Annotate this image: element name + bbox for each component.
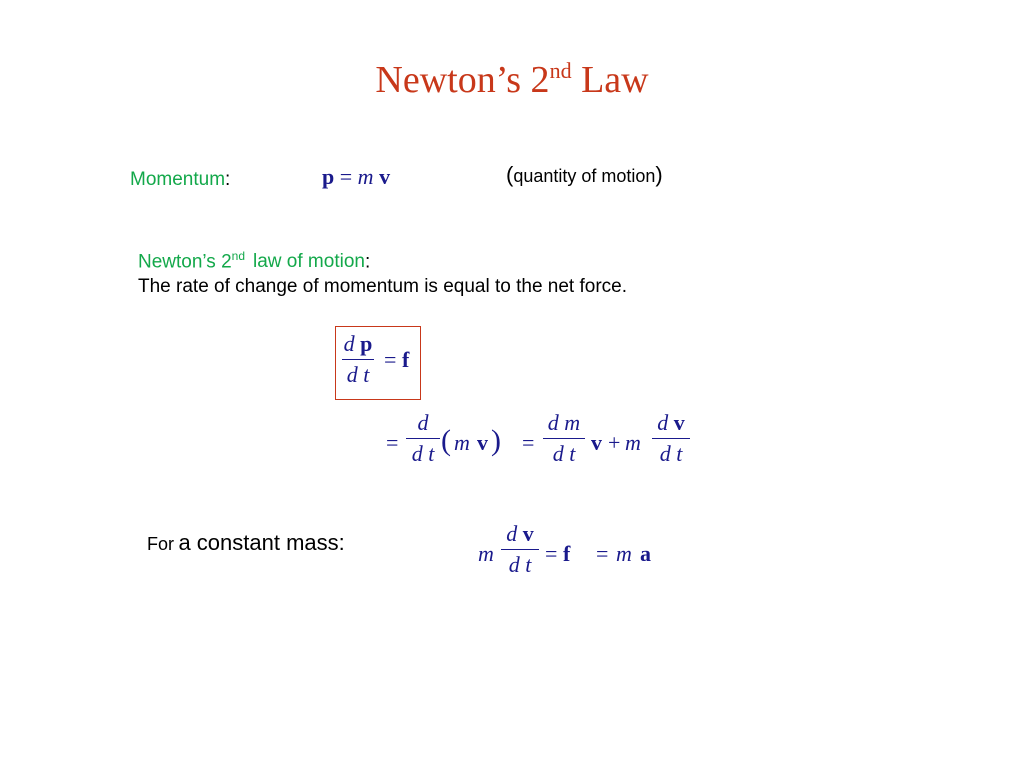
f1-numerator [406,410,440,436]
f3-den-d: d [659,441,671,466]
boxed-den-t: t [363,362,370,387]
cm-m: m [478,541,494,566]
expansion-v-2: v [591,430,602,455]
fraction-bar [342,359,374,360]
f1-den-d: d [411,441,423,466]
cm-fraction [501,521,539,578]
cm-f: f [563,541,571,566]
cm-num-v: v [522,521,534,546]
eq-v: v [379,164,391,189]
boxed-denominator [342,362,374,388]
heading-superscript: nd [231,249,246,263]
second-law-statement: The rate of change of momentum is equal to the net force. [138,276,627,297]
note-open-paren: ( [506,162,514,187]
boxed-num-d: d [343,331,355,356]
expansion-fraction-3 [652,410,690,467]
f1-den-t: t [428,441,435,466]
expansion-equals-2: = [522,430,535,455]
title-rest: Law [571,59,649,101]
boxed-den-d: d [346,362,358,387]
fraction-bar [406,438,440,439]
note-text: quantity of motion [513,166,656,186]
f2-num-d: d [547,410,559,435]
f1-num-d: d [417,410,429,435]
boxed-fraction [342,331,374,388]
cm-den-d: d [508,552,520,577]
cm-m-2: m [616,541,632,566]
fraction-bar [501,549,539,550]
expansion-plus: + [608,430,621,455]
fraction-bar [543,438,585,439]
f2-numerator [543,410,585,436]
eq-p: p [322,164,335,189]
f3-num-d: d [657,410,669,435]
cm-den-t: t [525,552,532,577]
for-word: For [147,534,174,554]
title-text: Newton’s 2 [375,59,550,101]
momentum-note [506,162,663,188]
expansion-rparen: ) [491,424,501,457]
heading-colon: : [364,251,371,273]
cm-num-d: d [506,521,518,546]
constant-mass-label [147,530,345,556]
cm-equals-2: = [596,541,609,566]
expansion-equals-1: = [386,430,399,455]
eq-m: m [357,164,374,189]
eq-equals: = [339,164,353,189]
f2-den-d: d [552,441,564,466]
constant-mass-text: a constant mass: [178,530,345,555]
f2-den-t: t [569,441,576,466]
cm-a: a [640,541,651,566]
f3-denominator [652,441,690,467]
slide-title [0,58,1024,102]
boxed-equals: = [384,347,397,372]
expansion-fraction-2 [543,410,585,467]
cm-numerator [501,521,539,547]
boxed-numerator [342,331,374,357]
cm-denominator [501,552,539,578]
momentum-colon: : [225,169,231,190]
momentum-equation [322,164,390,190]
heading-part-b: law of motion [253,251,365,273]
heading-part-a: Newton’s 2 [138,251,232,273]
expansion-m-2: m [625,430,641,455]
f2-num-m: m [564,410,581,435]
expansion-m: m [454,430,470,455]
f1-denominator [406,441,440,467]
expansion-fraction-1 [406,410,440,467]
f3-den-t: t [676,441,683,466]
second-law-heading [138,249,370,273]
f2-denominator [543,441,585,467]
fraction-bar [652,438,690,439]
cm-equals-1: = [545,541,558,566]
momentum-label [130,169,230,191]
boxed-f: f [402,347,410,372]
f3-num-v: v [673,410,685,435]
title-superscript: nd [549,58,572,83]
f3-numerator [652,410,690,436]
expansion-v: v [477,430,488,455]
expansion-lparen: ( [441,424,451,457]
momentum-label-text: Momentum [130,169,226,190]
note-close-paren: ) [655,162,663,187]
boxed-num-p: p [360,331,373,356]
boxed-equation [335,326,421,400]
